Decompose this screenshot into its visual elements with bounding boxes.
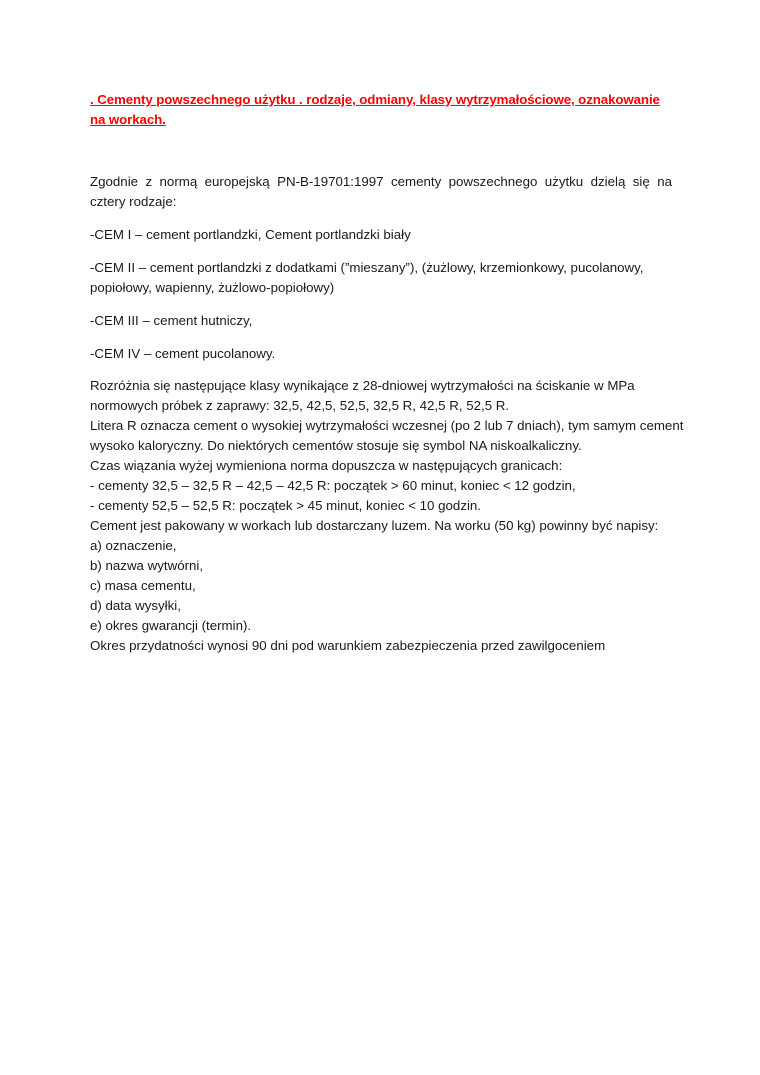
body-line: normowych próbek z zaprawy: 32,5, 42,5, 52,5, 32,5 R, 42,5 R, 52,5 R.	[90, 398, 510, 413]
list-item: d) data wysyłki,	[90, 598, 181, 613]
list-item: b) nazwa wytwórni,	[90, 558, 204, 573]
body-line: Litera R oznacza cement o wysokiej wytrzymałości wczesnej (po 2 lub 7 dniach), tym samym cement	[90, 418, 684, 433]
document-page	[90, 90, 684, 656]
intro-paragraph: Zgodnie z normą europejską PN-B-19701:1997 cementy powszechnego użytku dzielą się na cztery rodzaje:	[90, 174, 672, 209]
list-item: a) oznaczenie,	[90, 538, 177, 553]
cement-type-4: -CEM IV – cement pucolanowy.	[90, 346, 276, 361]
cement-type-2: -CEM II – cement portlandzki z dodatkami (”mieszany”), (żużlowy, krzemionkowy, pucolanowy, popiołowy, wapienny, żużlowo-popiołowy)	[90, 260, 644, 295]
cement-type-3: -CEM III – cement hutniczy,	[90, 313, 253, 328]
body-line: Cement jest pakowany w workach lub dostarczany luzem. Na worku (50 kg) powinny być napisy:	[90, 518, 659, 533]
body-line: Okres przydatności wynosi 90 dni pod warunkiem zabezpieczenia przed zawilgoceniem	[90, 638, 606, 653]
body-block	[90, 376, 684, 656]
cement-type-1: -CEM I – cement portlandzki, Cement portlandzki biały	[90, 227, 411, 242]
body-line: - cementy 32,5 – 32,5 R – 42,5 – 42,5 R: początek > 60 minut, koniec < 12 godzin,	[90, 478, 576, 493]
document-title: . Cementy powszechnego użytku . rodzaje, odmiany, klasy wytrzymałościowe, oznakowanie na workach.	[90, 92, 660, 127]
list-item: c) masa cementu,	[90, 578, 196, 593]
list-item: e) okres gwarancji (termin).	[90, 618, 252, 633]
body-line: - cementy 52,5 – 52,5 R: początek > 45 minut, koniec < 10 godzin.	[90, 498, 482, 513]
body-line: Czas wiązania wyżej wymieniona norma dopuszcza w następujących granicach:	[90, 458, 563, 473]
body-line: wysoko kaloryczny. Do niektórych cementów stosuje się symbol NA niskoalkaliczny.	[90, 438, 582, 453]
body-line: Rozróżnia się następujące klasy wynikające z 28-dniowej wytrzymałości na ściskanie w MPa	[90, 378, 635, 393]
